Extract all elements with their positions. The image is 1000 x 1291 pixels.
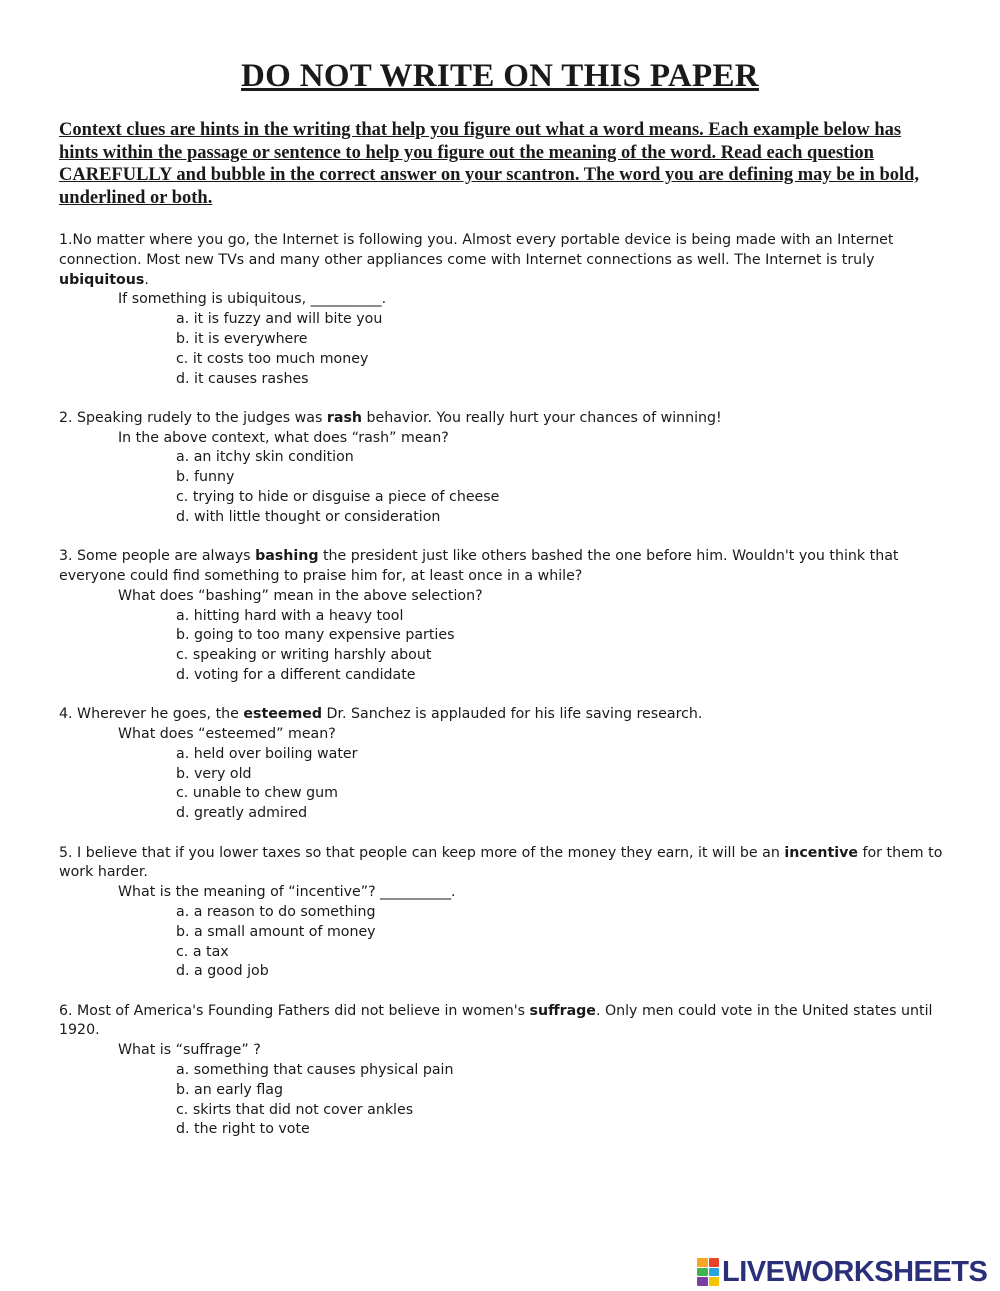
- vocab-word: esteemed: [243, 706, 323, 723]
- answer-option-b: b. funny: [176, 469, 235, 486]
- vocab-word: suffrage: [529, 1002, 596, 1019]
- vocab-word: ubiquitous: [59, 271, 145, 288]
- answer-options: [59, 745, 949, 824]
- answer-option-b: b. a small amount of money: [176, 923, 376, 940]
- vocab-word: bashing: [255, 548, 319, 565]
- answer-options: [59, 903, 949, 982]
- question-prompt: What is “suffrage” ?: [118, 1042, 261, 1059]
- instructions: [59, 119, 929, 209]
- question-passage: 2. Speaking rudely to the judges was rash behavior. You really hurt your chances of winning!: [59, 409, 722, 426]
- question-3: [59, 547, 949, 686]
- question-2: [59, 409, 949, 528]
- answer-option-c: c. unable to chew gum: [176, 785, 338, 802]
- answer-option-d: d. voting for a different candidate: [176, 666, 416, 683]
- logo-text: LIVEWORKSHEETS: [722, 1255, 988, 1288]
- question-5: [59, 844, 949, 983]
- answer-options: [59, 448, 949, 527]
- answer-option-d: d. it causes rashes: [176, 370, 309, 387]
- answer-option-c: c. a tax: [176, 943, 229, 960]
- answer-options: [59, 1061, 949, 1140]
- instructions-note: The word you are defining may be in bold, underlined or both.: [59, 165, 920, 208]
- question-passage: 4. Wherever he goes, the esteemed Dr. Sanchez is applauded for his life saving research.: [59, 706, 703, 723]
- question-prompt: What does “esteemed” mean?: [118, 726, 336, 743]
- answer-option-a: a. an itchy skin condition: [176, 449, 354, 466]
- question-passage: 6. Most of America's Founding Fathers did not believe in women's suffrage. Only men could vote in the United states until 1920.: [59, 1002, 933, 1039]
- question-list: [59, 231, 949, 1160]
- question-prompt: If something is ubiquitous, __________.: [118, 291, 387, 308]
- answer-option-a: a. held over boiling water: [176, 745, 358, 762]
- question-4: [59, 705, 949, 824]
- answer-option-b: b. very old: [176, 765, 252, 782]
- liveworksheets-logo-icon: [697, 1258, 719, 1286]
- answer-option-b: b. going to too many expensive parties: [176, 627, 455, 644]
- instructions-main: Context clues are hints in the writing that help you figure out what a word means. Each example below has hints within the passage or sentence to help you figure out the meaning of the word. Read each question CAREFULLY and bubble in the correct answer on your scantron.: [59, 120, 902, 185]
- vocab-word: incentive: [784, 844, 858, 861]
- question-passage: 3. Some people are always bashing the president just like others bashed the one before him. Wouldn't you think that everyone could find something to praise him for, at least once in a while?: [59, 548, 899, 584]
- answer-option-a: a. a reason to do something: [176, 903, 376, 920]
- answer-option-c: c. it costs too much money: [176, 350, 369, 367]
- answer-option-d: d. the right to vote: [176, 1121, 310, 1138]
- answer-option-d: d. greatly admired: [176, 805, 308, 822]
- question-prompt: In the above context, what does “rash” mean?: [118, 429, 449, 446]
- answer-option-a: a. hitting hard with a heavy tool: [176, 607, 404, 624]
- answer-options: [59, 310, 949, 389]
- page-title: DO NOT WRITE ON THIS PAPER: [241, 58, 759, 94]
- question-passage: 1.No matter where you go, the Internet is following you. Almost every portable device is being made with an Internet connection. Most new TVs and many other appliances come with Internet connections as well. The Internet is truly ubiquitous.: [59, 232, 894, 288]
- question-passage: 5. I believe that if you lower taxes so that people can keep more of the money they earn, it will be an incentive for them to work harder.: [59, 844, 943, 881]
- answer-option-c: c. speaking or writing harshly about: [176, 647, 432, 664]
- question-1: [59, 231, 949, 389]
- answer-option-a: a. it is fuzzy and will bite you: [176, 311, 383, 328]
- answer-option-c: c. trying to hide or disguise a piece of cheese: [176, 489, 500, 506]
- answer-option-c: c. skirts that did not cover ankles: [176, 1101, 414, 1118]
- question-prompt: What does “bashing” mean in the above selection?: [118, 587, 483, 604]
- answer-option-d: d. with little thought or consideration: [176, 508, 441, 525]
- answer-option-b: b. an early flag: [176, 1081, 283, 1098]
- question-6: [59, 1002, 949, 1141]
- liveworksheets-logo[interactable]: [697, 1255, 987, 1289]
- answer-option-b: b. it is everywhere: [176, 330, 308, 347]
- answer-options: [59, 607, 949, 686]
- question-prompt: What is the meaning of “incentive”? __________.: [118, 884, 456, 901]
- answer-option-a: a. something that causes physical pain: [176, 1061, 454, 1078]
- vocab-word: rash: [326, 409, 362, 426]
- answer-option-d: d. a good job: [176, 963, 269, 980]
